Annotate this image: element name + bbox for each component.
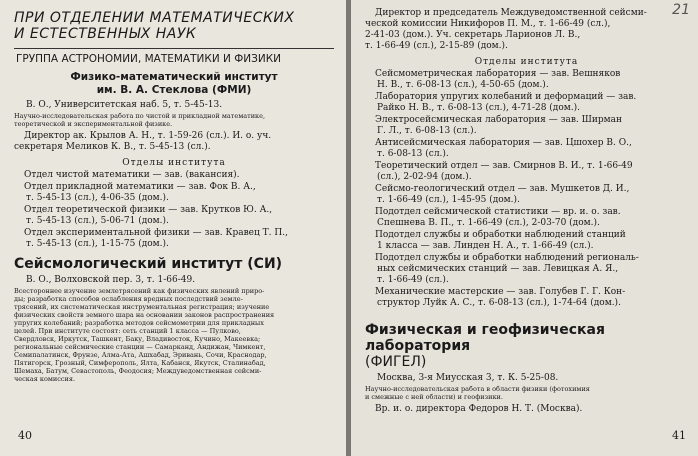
description-line: региональные сейсмические станции — Самарканд, Андижан, Чимкент, <box>14 343 266 351</box>
handwritten-number: 21 <box>672 2 690 18</box>
divider <box>14 48 334 49</box>
section-title <box>14 10 334 42</box>
description-line: Всестороннее изучение землетрясений как физических явлений приро- <box>14 287 265 295</box>
department-line: Механические мастерские — зав. Голубев Г. Г. Кон- <box>375 287 626 297</box>
department-item <box>14 205 334 227</box>
department-line: т. 5-45-13 (сл.), 4-06-35 (дом.). <box>26 193 169 203</box>
department-line: Теоретический отдел — зав. Смирнов В. И., т. 1-66-49 <box>375 161 633 171</box>
description-line: Научно-исследовательская работа по чистой и прикладной математике, <box>14 112 266 120</box>
description-line: теоретической и экспериментальной физике. <box>14 120 173 128</box>
department-item <box>365 115 688 137</box>
director-info <box>365 8 688 52</box>
department-line: т. 1-66-49 (сл.). <box>377 275 449 285</box>
department-line: Сейсмометрическая лаборатория — зав. Вешняков <box>375 69 621 79</box>
department-line: Отдел экспериментальной физики — зав. Кравец Т. П., <box>24 228 288 238</box>
department-line: Подотдел сейсмической статистики — вр. и. о. зав. <box>375 207 621 217</box>
department-item <box>365 287 688 309</box>
description-line: трясений, их систематическая инструментальная регистрация; изучение <box>14 303 270 311</box>
description-line: ческая комиссия. <box>14 375 76 383</box>
department-item <box>365 184 688 206</box>
department-line: Отдел теоретической физики — зав. Крутков Ю. А., <box>24 205 273 215</box>
director-line: секретаря Меликов К. В., т. 5-45-13 (сл.). <box>14 142 211 152</box>
institute-address: В. О., Волховской пер. 3, т. 1-66-49. <box>26 275 196 285</box>
description-line: физических свойств земного шара на основании законов распространения <box>14 311 275 319</box>
group-title: ГРУППА АСТРОНОМИИ, МАТЕМАТИКИ И ФИЗИКИ <box>16 53 282 65</box>
director-line: Вр. и. о. директора Федоров Н. Т. (Москва). <box>375 404 583 414</box>
department-line: Отдел прикладной математики — зав. Фок В. А., <box>24 182 256 192</box>
description-line: упругих колебаний; разработка методов сейсмометрии для прикладных <box>14 319 264 327</box>
department-line: т. 6-08-13 (сл.). <box>377 149 449 159</box>
director-line: ческой комиссии Никифоров П. М., т. 1-66-49 (сл.), <box>365 19 611 29</box>
department-line: Сейсмо-геологический отдел — зав. Мушкетов Д. И., <box>375 184 630 194</box>
department-item <box>14 170 334 181</box>
director-line: Директор и председатель Междуведомственной сейсми- <box>375 8 647 18</box>
department-line: т. 5-45-13 (сл.), 1-15-75 (дом.). <box>26 239 169 249</box>
director-info <box>14 131 334 153</box>
institute-description <box>14 287 334 383</box>
description-line: Свердловск, Иркутск, Ташкент, Баку, Владивосток, Кучино, Макеевка; <box>14 335 261 343</box>
institute-address: В. О., Университетская наб. 5, т. 5-45-13. <box>26 100 223 110</box>
description-line: Семипалатинск, Фрунзе, Алма-Ата, Ашхабад, Эривань, Сочи, Краснодар, <box>14 351 267 359</box>
department-line: ных сейсмических станций — зав. Левицкая А. Я., <box>377 264 619 274</box>
department-line: 1 класса — зав. Линден Н. А., т. 1-66-49 (сл.). <box>377 241 594 251</box>
department-line: Подотдел службы и обработки наблюдений региональ- <box>375 253 639 263</box>
department-line: Электросейсмическая лаборатория — зав. Ширман <box>375 115 623 125</box>
department-line: т. 5-45-13 (сл.), 5-06-71 (дом.). <box>26 216 169 226</box>
department-line: Подотдел службы и обработки наблюдений станций <box>375 230 626 240</box>
department-line: Н. В., т. 6-08-13 (сл.), 4-50-65 (дом.). <box>377 80 549 90</box>
institute-description <box>365 385 688 401</box>
director-line: 2-41-03 (дом.). Уч. секретарь Ларионов Л. В., <box>365 30 581 40</box>
institute-title-si: Сейсмологический институт (СИ) <box>14 256 283 272</box>
department-line: структор Луйк А. С., т. 6-08-13 (сл.), 1-74-64 (дом.). <box>377 298 621 308</box>
institute-description <box>14 112 334 128</box>
section-title-line-1: ПРИ ОТДЕЛЕНИИ МАТЕМАТИЧЕСКИХ <box>14 10 295 26</box>
department-item <box>14 228 334 250</box>
department-line: Спешнева В. П., т. 1-66-49 (сл.), 2-03-70 (дом.). <box>377 218 600 228</box>
department-line: Райко Н. В., т. 6-08-13 (сл.), 4-71-28 (дом.). <box>377 103 581 113</box>
departments-heading: Отделы института <box>122 158 226 168</box>
institute-address: Москва, 3-я Миусская 3, т. К. 5-25-08. <box>377 373 559 383</box>
department-item <box>365 253 688 286</box>
department-item <box>365 207 688 229</box>
department-line: (сл.), 2-02-94 (дом.). <box>377 172 472 182</box>
institute-title-line-2: им. В. А. Стеклова (ФМИ) <box>96 84 252 96</box>
institute-title-abbr: (ФИГЕЛ) <box>365 354 427 370</box>
description-line: Шемаха, Батум, Севастополь, Феодосия; Междуведомственная сейсми- <box>14 367 262 375</box>
department-line: Г. Л., т. 6-08-13 (сл.). <box>377 126 477 136</box>
section-title-line-2: И ЕСТЕСТВЕННЫХ НАУК <box>14 26 197 42</box>
department-item <box>14 182 334 204</box>
left-page <box>0 0 346 456</box>
department-item <box>365 92 688 114</box>
department-item <box>365 138 688 160</box>
director-line: т. 1-66-49 (сл.), 2-15-89 (дом.). <box>365 41 508 51</box>
department-line: Антисейсмическая лаборатория — зав. Цшохер В. О., <box>375 138 632 148</box>
description-line: ды; разработка способов ослабления вредных последствий земле- <box>14 295 243 303</box>
director-line: Директор ак. Крылов А. Н., т. 1-59-26 (сл.). И. о. уч. <box>24 131 272 141</box>
institute-title-line-1: Физико-математический институт <box>70 71 278 83</box>
department-item <box>365 69 688 91</box>
spacer <box>365 310 688 316</box>
description-line: Научно-исследовательская работа в области физики (фотохимия <box>365 385 590 393</box>
right-page <box>351 0 698 456</box>
department-line: т. 1-66-49 (сл.), 1-45-95 (дом.). <box>377 195 520 205</box>
institute-title-fmi <box>14 71 334 97</box>
departments-heading: Отделы института <box>474 57 579 67</box>
institute-title-figel: Физическая и геофизическая лаборатория <box>365 322 605 354</box>
page-number: 40 <box>18 429 32 442</box>
description-line: Пятигорск, Грозный, Симферополь, Ялта, Кабанск, Якутск, Сталинабад, <box>14 359 266 367</box>
department-line: Отдел чистой математики — зав. (вакансия). <box>24 170 240 180</box>
department-item <box>365 230 688 252</box>
description-line: и смежные с ней области) и геофизики. <box>365 393 503 401</box>
description-line: целей. При институте состоят: сеть станций 1 класса — Пулково, <box>14 327 241 335</box>
page-number: 41 <box>672 429 686 442</box>
department-item <box>365 161 688 183</box>
department-line: Лаборатория упругих колебаний и деформаций — зав. <box>375 92 637 102</box>
